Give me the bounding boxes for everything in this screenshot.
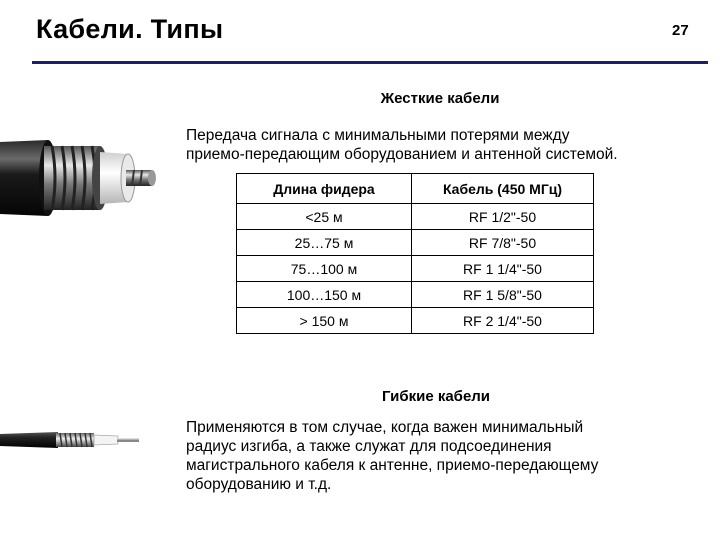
table-row [237,282,594,308]
table-header-row [237,174,594,204]
table-cell-cable: RF 1/2"-50 [412,204,594,230]
slide-title: Кабели. Типы [36,14,224,44]
table-row [237,308,594,334]
text-line: Применяются в том случае, когда важен минимальный [186,419,584,436]
text-line: Передача сигнала с минимальными потерями между [186,127,570,144]
flexible-cable-image [0,422,150,458]
column-header-feeder-length: Длина фидера [237,174,412,204]
table-row [237,204,594,230]
table-row [237,256,594,282]
rigid-cable-image [0,128,170,228]
page-number: 27 [672,22,689,39]
table-cell-length: 100…150 м [237,282,412,308]
text-line: магистрального кабеля к антенне, приемо-передающему [186,457,599,474]
table-cell-length: > 150 м [237,308,412,334]
rigid-cables-heading: Жесткие кабели [380,90,500,107]
text-line: радиус изгиба, а также служат для подсоединения [186,438,552,455]
text-line: приемо-передающим оборудованием и антенной системой. [186,146,618,163]
table-cell-cable: RF 7/8"-50 [412,230,594,256]
table-row [237,230,594,256]
flexible-cables-description [186,418,706,494]
table-cell-length: 25…75 м [237,230,412,256]
table-cell-length: 75…100 м [237,256,412,282]
table-cell-cable: RF 1 1/4"-50 [412,256,594,282]
column-header-cable: Кабель (450 МГц) [412,174,594,204]
table-cell-cable: RF 1 5/8"-50 [412,282,594,308]
flexible-cables-heading: Гибкие кабели [381,388,491,405]
feeder-cable-table [236,173,594,334]
title-divider [32,61,708,64]
rigid-cables-description [186,126,706,164]
table-cell-cable: RF 2 1/4"-50 [412,308,594,334]
text-line: оборудованию и т.д. [186,476,332,493]
table-cell-length: <25 м [237,204,412,230]
